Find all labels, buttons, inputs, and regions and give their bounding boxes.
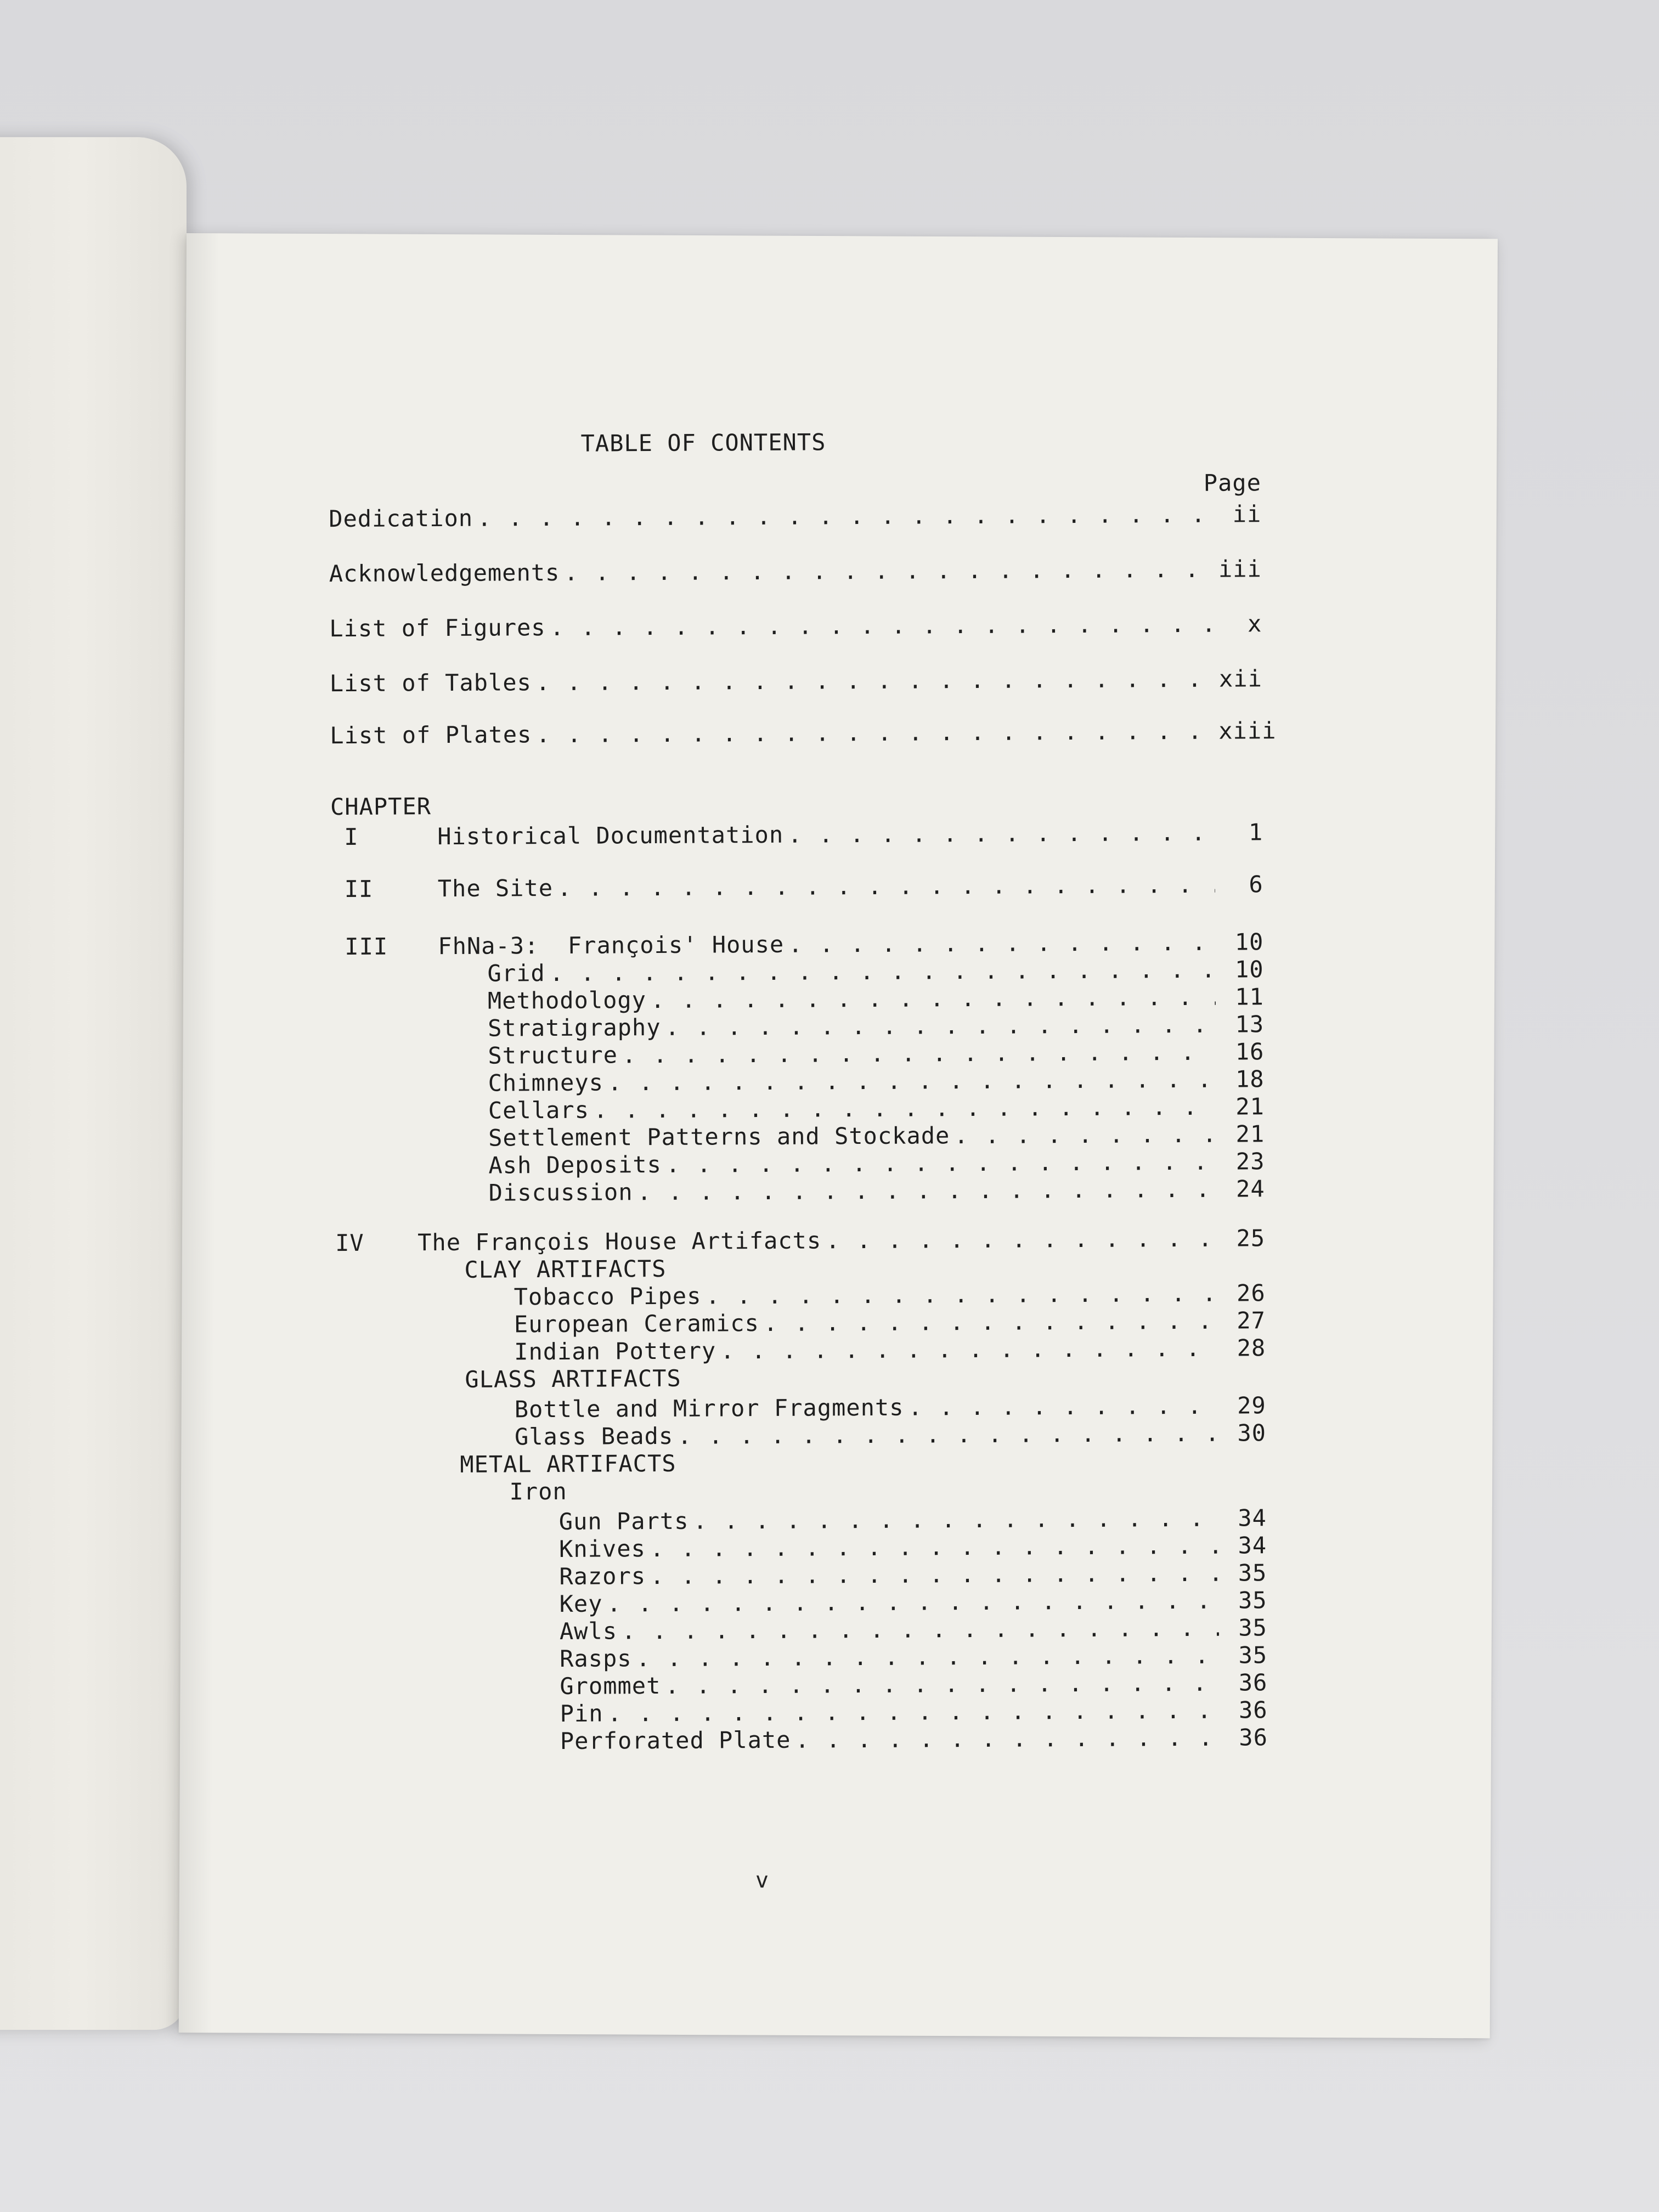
toc-title: TABLE OF CONTENTS [580, 428, 826, 457]
entry-page: 30 [1237, 1419, 1267, 1447]
toc-item [334, 1419, 1266, 1452]
entry-label: Dedication [329, 504, 473, 533]
entry-page: 36 [1238, 1696, 1268, 1724]
leader-dots [720, 1335, 1217, 1365]
leader-dots [788, 819, 1215, 849]
toc-entry-list-of-figures [329, 610, 1262, 642]
entry-page: 11 [1235, 983, 1264, 1011]
table-of-contents [328, 426, 1277, 1754]
group-heading-clay: CLAY ARTIFACTS [464, 1255, 667, 1283]
entry-label: Settlement Patterns and Stockade [488, 1122, 950, 1152]
entry-page: 35 [1238, 1641, 1268, 1669]
entry-page: 34 [1238, 1504, 1267, 1532]
entry-label: The Site [437, 874, 554, 902]
entry-page: ii [1232, 500, 1262, 528]
leader-dots [954, 1121, 1216, 1150]
toc-section [332, 1175, 1265, 1207]
entry-page: 26 [1236, 1279, 1266, 1307]
leader-dots [651, 984, 1216, 1014]
entry-label: Key [559, 1590, 603, 1617]
entry-page: iii [1218, 555, 1262, 583]
entry-page: 28 [1237, 1334, 1266, 1362]
entry-page: 21 [1235, 1120, 1265, 1148]
entry-page: 29 [1237, 1392, 1266, 1419]
entry-label: Perforated Plate [560, 1726, 791, 1754]
leader-dots [536, 665, 1214, 696]
page-number: v [755, 1867, 769, 1893]
toc-chapter-4 [332, 1224, 1265, 1257]
entry-label: List of Tables [329, 669, 532, 697]
toc-item [334, 1504, 1267, 1537]
toc-item [335, 1669, 1267, 1701]
entry-page: 36 [1239, 1724, 1268, 1751]
entry-label: Stratigraphy [487, 1013, 661, 1042]
leader-dots [536, 718, 1214, 748]
facing-page [0, 137, 187, 2030]
entry-page: x [1247, 610, 1262, 637]
entry-page: 24 [1235, 1175, 1265, 1203]
group-heading-metal: METAL ARTIFACTS [460, 1449, 676, 1478]
entry-label: Grid [487, 960, 545, 987]
entry-label: Razors [559, 1562, 646, 1590]
toc-item [333, 1307, 1266, 1339]
chapter-heading: CHAPTER [330, 793, 432, 821]
leader-dots [607, 1587, 1218, 1618]
toc-item [335, 1724, 1268, 1756]
entry-label: Historical Documentation [437, 821, 784, 850]
entry-label: Awls [559, 1617, 618, 1645]
entry-label: European Ceramics [514, 1310, 759, 1338]
entry-label: Discussion [488, 1178, 633, 1206]
chapter-numeral: IV [335, 1229, 364, 1257]
toc-item [333, 1334, 1266, 1367]
entry-page: 27 [1237, 1307, 1266, 1334]
leader-dots [594, 1093, 1216, 1124]
leader-dots [650, 1560, 1219, 1590]
toc-item [335, 1614, 1267, 1646]
entry-label: Glass Beads [514, 1422, 674, 1451]
entry-label: Ash Deposits [488, 1150, 662, 1179]
chapter-numeral: III [345, 933, 388, 960]
entry-label: List of Plates [330, 721, 532, 749]
leader-dots [908, 1392, 1218, 1421]
leader-dots [650, 1532, 1219, 1562]
toc-section [331, 1011, 1264, 1043]
toc-item [335, 1641, 1267, 1674]
leader-dots [665, 1669, 1219, 1700]
leader-dots [477, 501, 1213, 532]
entry-page: 35 [1238, 1587, 1267, 1614]
leader-dots [622, 1615, 1219, 1645]
toc-item [334, 1392, 1266, 1424]
chapter-numeral: II [344, 875, 374, 902]
leader-dots [637, 1176, 1216, 1206]
leader-dots [706, 1280, 1217, 1310]
toc-chapter-1 [330, 819, 1263, 851]
toc-item [334, 1559, 1267, 1592]
entry-page: xii [1218, 665, 1262, 692]
toc-item [333, 1279, 1266, 1312]
subgroup-heading-iron: Iron [509, 1477, 567, 1505]
entry-page: 16 [1235, 1038, 1265, 1065]
entry-label: Cellars [488, 1096, 590, 1124]
leader-dots [564, 556, 1214, 586]
toc-section [332, 1148, 1265, 1180]
leader-dots [622, 1039, 1216, 1069]
toc-section [332, 1120, 1265, 1153]
entry-label: Rasps [560, 1645, 632, 1672]
entry-label: Gun Parts [558, 1507, 689, 1535]
toc-section [331, 983, 1264, 1015]
entry-label: List of Figures [329, 614, 546, 642]
toc-section [332, 1065, 1265, 1098]
entry-page: 10 [1234, 956, 1264, 983]
toc-entry-list-of-plates [330, 717, 1277, 749]
entry-label: Bottle and Mirror Fragments [514, 1393, 904, 1423]
leader-dots [557, 871, 1215, 902]
entry-label: Pin [560, 1700, 603, 1727]
entry-label: Chimneys [488, 1069, 604, 1097]
toc-entry-dedication [329, 500, 1261, 533]
entry-label: Grommet [560, 1672, 661, 1700]
entry-label: Acknowledgements [329, 558, 560, 588]
leader-dots [550, 611, 1214, 641]
entry-label: Tobacco Pipes [514, 1282, 702, 1311]
toc-entry-acknowledgements [329, 555, 1262, 588]
leader-dots [666, 1148, 1217, 1178]
leader-dots [788, 929, 1215, 958]
entry-page: 10 [1234, 928, 1264, 956]
group-heading-glass: GLASS ARTIFACTS [465, 1364, 681, 1393]
toc-entry-list-of-tables [330, 665, 1262, 697]
entry-page: 35 [1238, 1614, 1267, 1641]
entry-label: Methodology [487, 986, 647, 1014]
toc-chapter-3 [331, 928, 1263, 961]
toc-section [331, 1038, 1264, 1070]
entry-label: Structure [488, 1041, 618, 1069]
entry-page: 6 [1249, 871, 1263, 898]
leader-dots [607, 1697, 1219, 1728]
entry-label: Knives [558, 1535, 646, 1562]
toc-chapter-2 [331, 871, 1263, 903]
toc-item [334, 1532, 1267, 1564]
leader-dots [678, 1420, 1218, 1450]
toc-section [331, 956, 1263, 988]
leader-dots [795, 1724, 1220, 1754]
entry-page: xiii [1218, 717, 1277, 744]
toc-section [332, 1093, 1265, 1125]
document-page [179, 233, 1498, 2038]
toc-item [335, 1696, 1268, 1729]
page-column-label: Page [1203, 469, 1262, 496]
entry-label: FhNa-3: François' House [438, 930, 785, 960]
leader-dots [665, 1011, 1216, 1041]
leader-dots [826, 1225, 1217, 1255]
entry-label: Indian Pottery [514, 1337, 716, 1365]
entry-page: 34 [1238, 1532, 1267, 1559]
leader-dots [636, 1642, 1219, 1673]
entry-page: 13 [1235, 1011, 1265, 1038]
entry-page: 25 [1236, 1224, 1266, 1252]
entry-label: The François House Artifacts [417, 1227, 822, 1256]
entry-page: 35 [1238, 1559, 1267, 1587]
entry-page: 21 [1235, 1093, 1265, 1120]
entry-page: 36 [1238, 1669, 1268, 1696]
chapter-numeral: I [344, 823, 359, 850]
entry-page: 1 [1248, 819, 1263, 846]
leader-dots [608, 1066, 1216, 1097]
leader-dots [764, 1307, 1217, 1337]
leader-dots [550, 956, 1216, 987]
toc-item [335, 1587, 1267, 1619]
leader-dots [693, 1505, 1218, 1535]
entry-page: 18 [1235, 1065, 1265, 1093]
entry-page: 23 [1235, 1148, 1265, 1175]
